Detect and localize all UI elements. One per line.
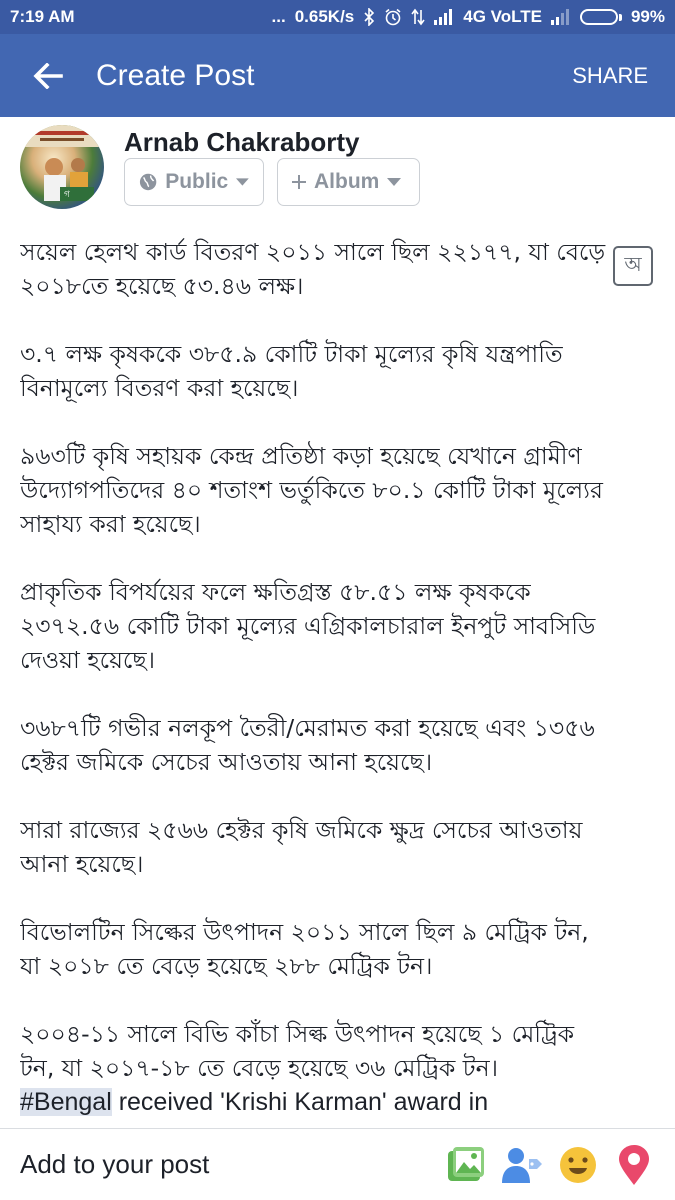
app-bar	[0, 34, 675, 117]
post-paragraph: বিভোলটিন সিল্কের উৎপাদন ২০১১ সালে ছিল ৯ মেট্রিক টন, যা ২০১৮ তে বেড়ে হয়েছে ২৮৮ মেট্রিক টন।	[20, 918, 589, 980]
svg-text:গ: গ	[64, 190, 70, 200]
audience-selector[interactable]	[124, 158, 264, 206]
post-english-line	[20, 1085, 610, 1119]
data-transfer-icon	[411, 8, 425, 26]
status-time: 7:19 AM	[10, 7, 75, 26]
translate-button[interactable]	[613, 246, 653, 286]
post-paragraph: ৯৬৩টি কৃষি সহায়ক কেন্দ্র প্রতিষ্ঠা কড়া হয়েছে যেখানে গ্রামীণ উদ্যোগপতিদের ৪০ শতাংশ ভর্তুকিতে ৮০.১ কোটি টাকা মূল্যের সাহায্য করা হয়েছে।	[20, 442, 603, 538]
post-paragraph: প্রাকৃতিক বিপর্যয়ের ফলে ক্ষতিগ্রস্ত ৫৮.৫১ লক্ষ কৃষককে ২৩৭২.৫৬ কোটি টাকা মূল্যের এগ্রিকালচারাল ইনপুট সাবসিডি দেওয়া হয়েছে।	[20, 578, 596, 674]
feeling-icon[interactable]	[557, 1144, 599, 1186]
chevron-down-icon	[387, 178, 401, 186]
alarm-icon	[384, 8, 402, 26]
translate-glyph: অ	[624, 251, 642, 276]
page-title: Create Post	[96, 58, 255, 92]
add-to-post-bar	[0, 1128, 675, 1200]
bluetooth-icon	[363, 8, 375, 26]
globe-icon	[139, 172, 157, 192]
status-indicators	[272, 7, 665, 27]
signal-icon	[434, 9, 454, 25]
album-selector[interactable]	[277, 158, 420, 206]
location-icon[interactable]	[613, 1144, 655, 1186]
battery-percent: 99%	[630, 7, 665, 26]
chevron-down-icon	[236, 178, 249, 186]
tag-people-icon[interactable]	[501, 1144, 543, 1186]
photo-icon[interactable]	[445, 1144, 487, 1186]
hashtag-link[interactable]: #Bengal	[20, 1088, 112, 1116]
author-name: Arnab Chakraborty	[124, 127, 360, 157]
add-to-post-icons	[445, 1144, 655, 1186]
network-speed: 0.65K/s	[294, 7, 355, 26]
status-dots: ...	[271, 7, 286, 26]
status-bar	[0, 0, 675, 34]
network-type: 4G VoLTE	[463, 7, 542, 26]
signal-weak-icon	[551, 9, 571, 25]
back-arrow-icon	[33, 63, 63, 89]
plus-icon	[292, 175, 306, 189]
add-to-post-label[interactable]: Add to your post	[20, 1149, 210, 1179]
post-text-editor[interactable]	[20, 235, 610, 1128]
post-paragraph: ৩.৭ লক্ষ কৃষককে ৩৮৫.৯ কোটি টাকা মূল্যের কৃষি যন্ত্রপাতি বিনামূল্যে বিতরণ করা হয়েছে।	[20, 340, 563, 402]
back-button[interactable]	[0, 34, 96, 117]
post-paragraph: সারা রাজ্যের ২৫৬৬ হেক্টর কৃষি জমিকে ক্ষুদ্র সেচের আওতায় আনা হয়েছে।	[20, 816, 583, 878]
battery-icon	[580, 9, 622, 25]
post-author-header	[0, 117, 675, 227]
album-label: Album	[314, 170, 380, 193]
post-english-text: received 'Krishi Karman' award in	[111, 1088, 489, 1116]
audience-label: Public	[165, 170, 229, 193]
share-button[interactable]: SHARE	[572, 62, 648, 88]
post-paragraph: সয়েল হেলথ কার্ড বিতরণ ২০১১ সালে ছিল ২২১৭৭, যা বেড়ে ২০১৮তে হয়েছে ৫৩.৪৬ লক্ষ।	[20, 238, 606, 300]
avatar[interactable]	[20, 125, 104, 209]
post-paragraph: ২০০৪-১১ সালে বিভি কাঁচা সিল্ক উৎপাদন হয়েছে ১ মেট্রিক টন, যা ২০১৭-১৮ তে বেড়ে হয়েছে ৩৬ মেট্রিক টন।	[20, 1020, 575, 1082]
post-paragraph: ৩৬৮৭টি গভীর নলকূপ তৈরী/মেরামত করা হয়েছে এবং ১৩৫৬ হেক্টর জমিকে সেচের আওতায় আনা হয়েছে।	[20, 714, 595, 776]
